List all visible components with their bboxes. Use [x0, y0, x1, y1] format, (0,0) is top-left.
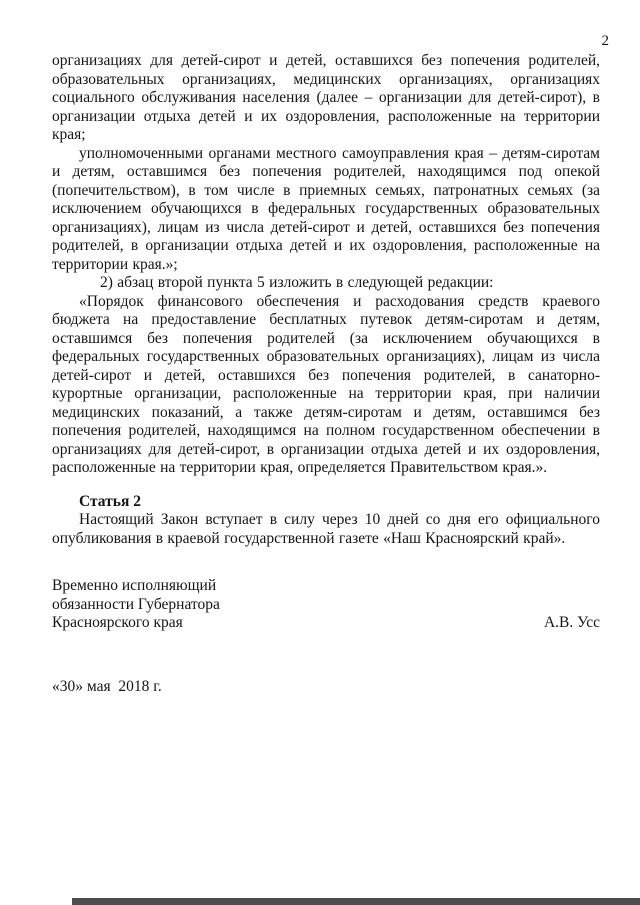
- signatory-position-line-3: Красноярского края: [52, 614, 183, 631]
- scan-edge-artifact: [72, 898, 640, 905]
- signature-block: [52, 577, 600, 633]
- signatory-position-line-2: обязанности Губернатора: [52, 595, 220, 613]
- signatory-position-line-1: Временно исполняющий: [52, 577, 217, 594]
- article-2-heading: Статья 2: [79, 492, 141, 510]
- signature-row: [52, 614, 600, 633]
- paragraph-item-2: 2) абзац второй пункта 5 изложить в следующей редакции:: [100, 274, 494, 291]
- paragraph-funding-order: «Порядок финансового обеспечения и расходования средств краевого бюджета на предоставление бесплатных путевок детям-сиротам и детям, оставшимся без попечения родителей (за исключением обучающихся в федеральных государственных образовательных организациях), лицам из числа детей-сирот и детей, оставшихся без попечения родителей, в санаторно-курортные организации, расположенные на территории края, при наличии медицинских показаний, а также детям-сиротам и детям, оставшимся без попечения родителей, находящимся на полном государственном обеспечении в организациях для детей-сирот, в организации отдыха детей и их оздоровления, расположенные на территории края, определяется Правительством края.».: [52, 292, 600, 476]
- page-number: 2: [601, 33, 609, 49]
- article-2-body: Настоящий Закон вступает в силу через 10 дней со дня его официального опубликования в краевой государственной газете «Наш Красноярский край».: [52, 511, 600, 547]
- paragraph-authorized-bodies: уполномоченными органами местного самоуправления края – детям-сиротам и детям, оставшимся без попечения родителей, находящимся под опекой (попечительством), в том числе в приемных семьях, патронатных семьях (за исключением обучающихся в федеральных государственных образовательных организациях), лицам из числа детей-сирот и детей, оставшихся без попечения родителей, в организации отдыха детей и их оздоровления, расположенные на территории края.»;: [52, 144, 600, 273]
- date-line: «30» мая 2018 г.: [52, 677, 162, 695]
- signatory-name: А.В. Усс: [543, 614, 600, 631]
- paragraph-continuation: организациях для детей-сирот и детей, оставшихся без попечения родителей, образовательных организациях, медицинских организациях, организациях социального обслуживания населения (далее – организации для детей-сирот), в организации отдыха детей и их оздоровления, расположенные на территории края;: [52, 52, 600, 143]
